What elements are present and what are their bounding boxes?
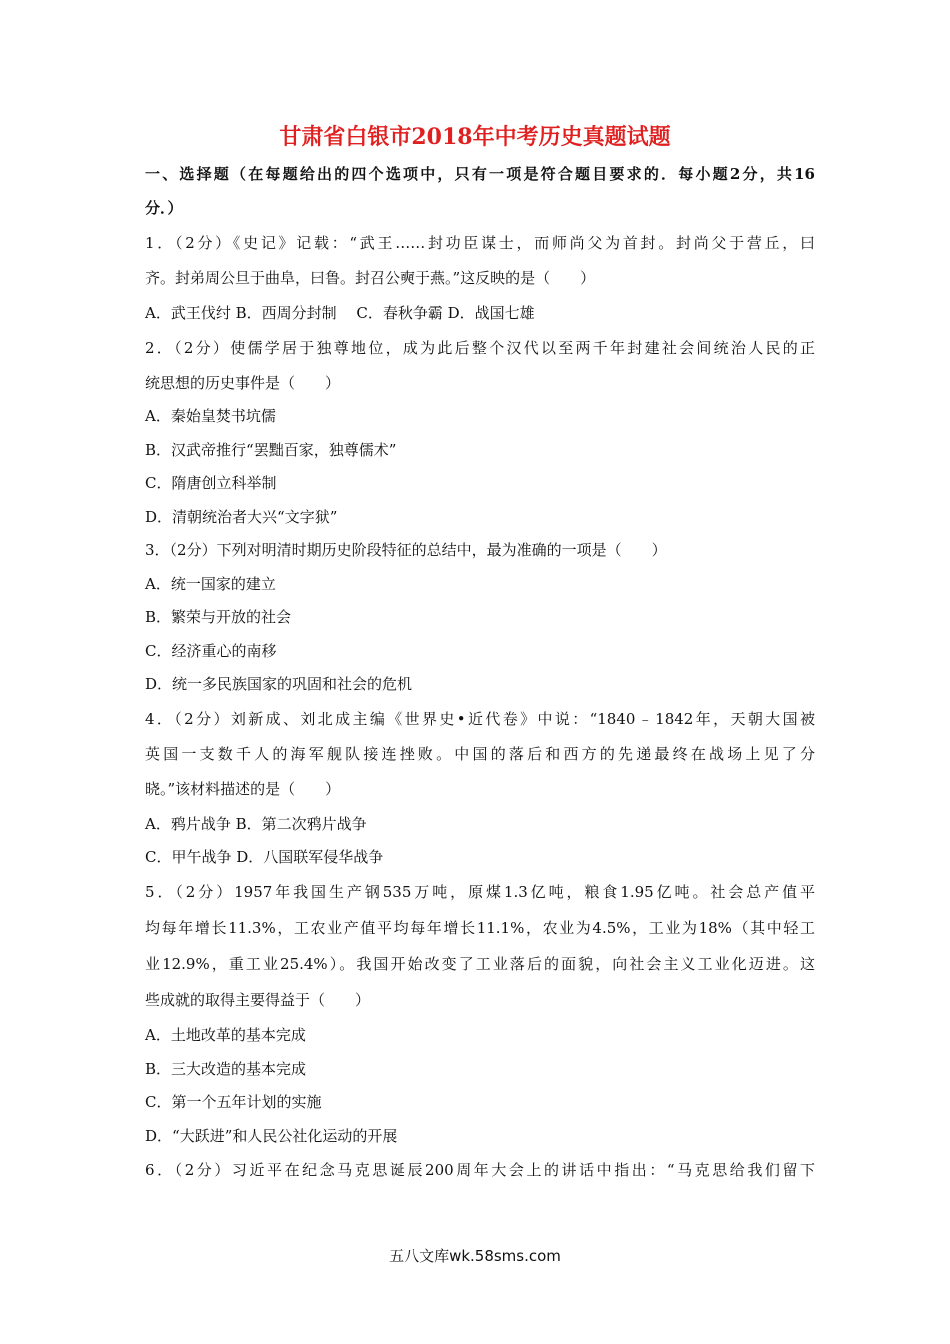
question-5-option-a: A．土地改革的基本完成	[145, 1026, 306, 1044]
question-4-options-ab: A．鸦片战争 B．第二次鸦片战争	[145, 815, 367, 833]
question-3-option-d: D．统一多民族国家的巩固和社会的危机	[145, 675, 413, 693]
section-heading-continued: 分．）	[145, 199, 183, 217]
question-1-options: A．武王伐纣 B．西周分封制 C．春秋争霸 D．战国七雄	[145, 304, 535, 322]
question-3-option-b: B．繁荣与开放的社会	[145, 608, 292, 626]
question-2-option-d: D．清朝统治者大兴“文字狱”	[145, 508, 338, 526]
page-footer: 五八文库wk.58sms.com	[389, 1247, 561, 1265]
question-5-option-c: C．第一个五年计划的实施	[145, 1093, 322, 1111]
question-5-stem: 5．（2分）1957年我国生产钢535万吨，原煤1.3亿吨，粮食1.95亿吨。社会总产值平	[145, 883, 815, 901]
question-5-stem-continued-2: 业12.9%，重工业25.4%）。我国开始改变了工业落后的面貌，向社会主义工业化迈进。这	[145, 955, 815, 973]
section-heading: 一、选择题（在每题给出的四个选项中，只有一项是符合题目要求的．每小题2分，共16	[145, 165, 815, 183]
question-5-stem-end: 些成就的取得主要得益于（ ）	[145, 991, 371, 1009]
question-1-stem-continued: 齐。封弟周公旦于曲阜，曰鲁。封召公奭于燕。”这反映的是（ ）	[145, 269, 596, 287]
question-2-option-c: C．隋唐创立科举制	[145, 474, 277, 492]
question-2-stem: 2．（2分）使儒学居于独尊地位，成为此后整个汉代以至两千年封建社会间统治人民的正	[145, 339, 815, 357]
question-1-stem: 1．（2分）《史记》记载：“武王……封功臣谋士，而师尚父为首封。封尚父于营丘，曰	[145, 234, 815, 252]
page-title: 甘肃省白银市2018年中考历史真题试题	[279, 124, 671, 150]
question-4-options-cd: C．甲午战争 D．八国联军侵华战争	[145, 848, 384, 866]
question-3-stem: 3．（2分）下列对明清时期历史阶段特征的总结中，最为准确的一项是（ ）	[145, 541, 667, 559]
question-6-stem: 6．（2分）习近平在纪念马克思诞辰200周年大会上的讲话中指出：“马克思给我们留下	[145, 1161, 815, 1179]
question-3-option-c: C．经济重心的南移	[145, 642, 277, 660]
question-4-stem-continued: 英国一支数千人的海军舰队接连挫败。中国的落后和西方的先递最终在战场上见了分	[145, 745, 815, 763]
question-2-option-b: B．汉武帝推行“罢黜百家，独尊儒术”	[145, 441, 397, 459]
question-4-stem: 4．（2分）刘新成、刘北成主编《世界史•近代卷》中说：“1840﹣1842年，天朝大国被	[145, 710, 815, 728]
question-5-stem-continued: 均每年增长11.3%，工农业产值平均每年增长11.1%，农业为4.5%，工业为18%（其中轻工	[145, 919, 815, 937]
question-2-stem-continued: 统思想的历史事件是（ ）	[145, 374, 341, 392]
question-5-option-b: B．三大改造的基本完成	[145, 1060, 307, 1078]
question-4-stem-end: 晓。”该材料描述的是（ ）	[145, 780, 341, 798]
question-2-option-a: A．秦始皇焚书坑儒	[145, 407, 276, 425]
question-5-option-d: D．“大跃进”和人民公社化运动的开展	[145, 1127, 398, 1145]
question-3-option-a: A．统一国家的建立	[145, 575, 276, 593]
